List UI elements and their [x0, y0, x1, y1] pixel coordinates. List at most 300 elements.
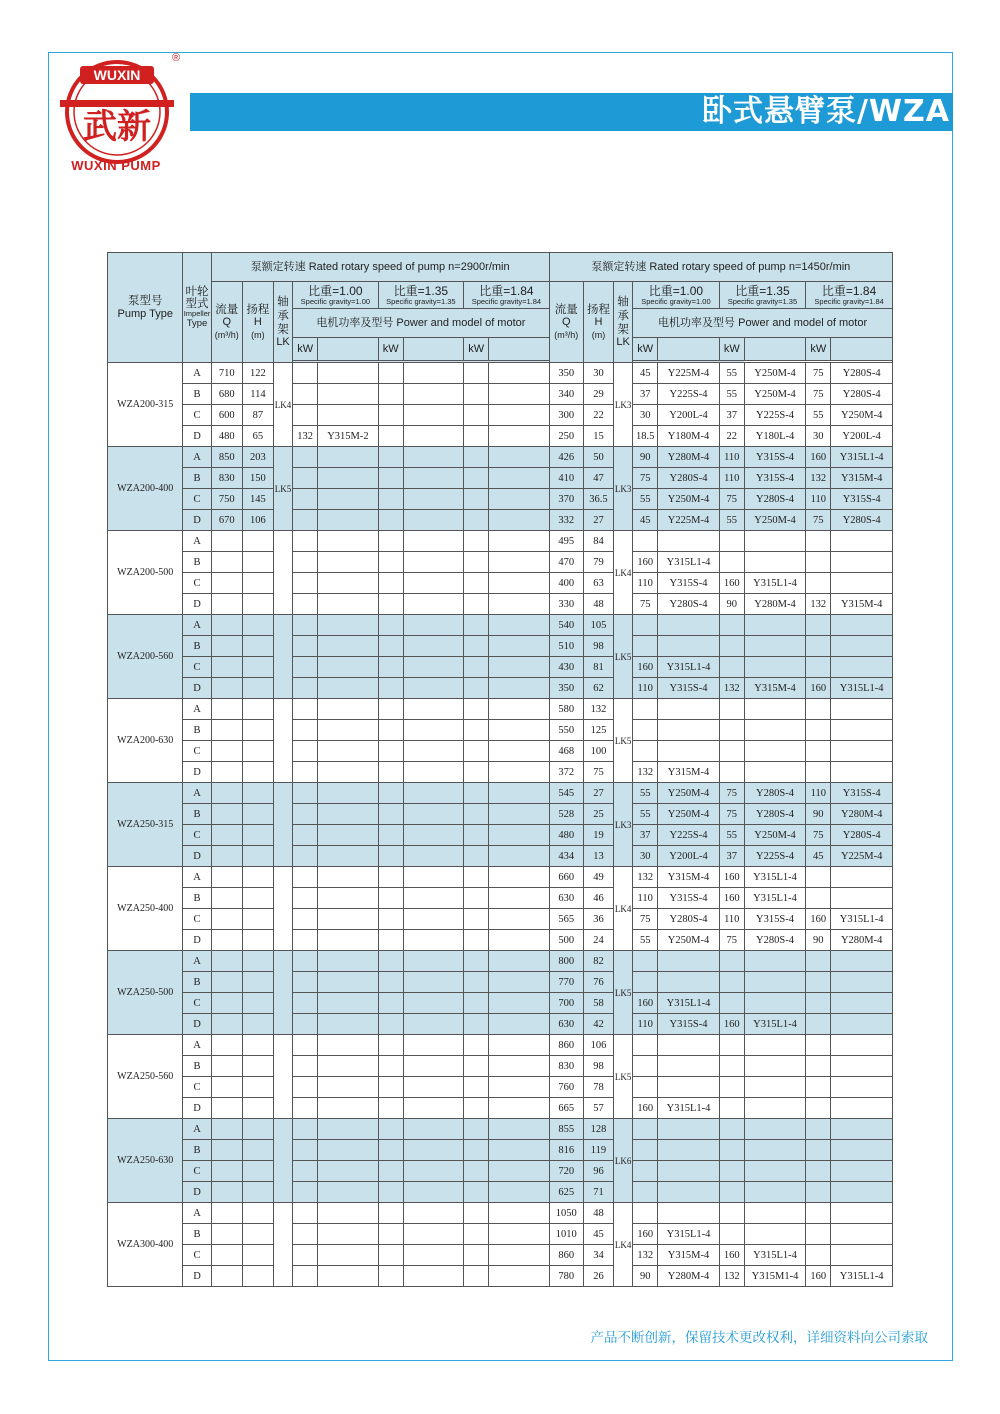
data-cell — [806, 1056, 831, 1077]
data-cell — [378, 1119, 403, 1140]
data-cell — [831, 1161, 893, 1182]
data-cell — [489, 489, 549, 510]
impeller-cell: A — [183, 1203, 211, 1224]
data-cell — [719, 1140, 744, 1161]
data-cell: 76 — [583, 972, 613, 993]
data-cell: Y280S-4 — [658, 468, 719, 489]
data-cell: 18.5 — [633, 426, 658, 447]
data-cell: 710 — [211, 363, 242, 384]
impeller-cell: C — [183, 489, 211, 510]
table-row — [108, 1224, 893, 1245]
impeller-cell: D — [183, 1014, 211, 1035]
bearing-cell-2900 — [274, 531, 293, 615]
data-cell — [744, 720, 805, 741]
head-header-2900: 扬程 H (m) — [242, 282, 273, 363]
data-cell — [633, 699, 658, 720]
data-cell — [293, 552, 318, 573]
data-cell — [719, 1056, 744, 1077]
data-cell: 75 — [719, 804, 744, 825]
data-cell — [293, 363, 318, 384]
bearing-cell-1450: LK3 — [614, 783, 633, 867]
data-cell: 132 — [719, 678, 744, 699]
data-cell — [464, 426, 489, 447]
data-cell — [489, 447, 549, 468]
data-cell — [293, 804, 318, 825]
data-cell — [293, 1140, 318, 1161]
data-cell: 105 — [583, 615, 613, 636]
data-cell — [318, 720, 378, 741]
data-cell — [464, 384, 489, 405]
data-cell: 850 — [211, 447, 242, 468]
data-cell — [633, 1203, 658, 1224]
data-cell — [744, 1119, 805, 1140]
data-cell — [403, 573, 463, 594]
data-cell — [831, 1056, 893, 1077]
data-cell: Y225S-4 — [744, 405, 805, 426]
data-cell: Y280S-4 — [744, 489, 805, 510]
data-cell — [489, 846, 549, 867]
data-cell — [293, 1035, 318, 1056]
data-cell: Y180M-4 — [658, 426, 719, 447]
data-cell — [806, 951, 831, 972]
table-row — [108, 1161, 893, 1182]
data-cell: Y315S-4 — [744, 909, 805, 930]
data-cell — [211, 951, 242, 972]
data-cell — [489, 1077, 549, 1098]
data-cell — [658, 1140, 719, 1161]
data-cell — [242, 888, 273, 909]
data-cell — [242, 993, 273, 1014]
data-cell — [744, 699, 805, 720]
data-cell — [489, 1014, 549, 1035]
data-cell — [633, 1161, 658, 1182]
data-cell — [378, 1014, 403, 1035]
data-cell — [293, 720, 318, 741]
data-cell — [403, 1245, 463, 1266]
data-cell — [403, 552, 463, 573]
impeller-cell: C — [183, 1245, 211, 1266]
data-cell — [378, 1035, 403, 1056]
data-cell — [464, 468, 489, 489]
bearing-cell-1450: LK6 — [614, 1119, 633, 1203]
impeller-cell: A — [183, 951, 211, 972]
table-row — [108, 951, 893, 972]
data-cell: 528 — [549, 804, 583, 825]
data-cell — [831, 1119, 893, 1140]
head-header-1450: 扬程 H (m) — [583, 282, 613, 363]
data-cell — [464, 720, 489, 741]
data-cell — [489, 1119, 549, 1140]
impeller-cell: D — [183, 594, 211, 615]
data-cell: 132 — [719, 1266, 744, 1287]
data-cell — [242, 699, 273, 720]
data-cell — [211, 1224, 242, 1245]
speed-1450-header: 泵额定转速 Rated rotary speed of pump n=1450r/min — [549, 253, 892, 282]
data-cell — [464, 531, 489, 552]
data-cell: 430 — [549, 657, 583, 678]
data-cell: 110 — [633, 888, 658, 909]
data-cell: 55 — [719, 384, 744, 405]
table-row — [108, 783, 893, 804]
data-cell — [489, 1140, 549, 1161]
data-cell: Y280S-4 — [744, 804, 805, 825]
table-row — [108, 1056, 893, 1077]
data-cell: 370 — [549, 489, 583, 510]
data-cell — [464, 1035, 489, 1056]
bearing-cell-2900 — [274, 951, 293, 1035]
data-cell: 760 — [549, 1077, 583, 1098]
data-cell: 160 — [719, 1245, 744, 1266]
data-cell — [658, 1182, 719, 1203]
data-cell — [464, 1119, 489, 1140]
data-cell — [293, 384, 318, 405]
data-cell — [293, 1245, 318, 1266]
table-row — [108, 552, 893, 573]
data-cell — [403, 447, 463, 468]
data-cell: 426 — [549, 447, 583, 468]
data-cell — [293, 657, 318, 678]
data-cell — [489, 1224, 549, 1245]
data-cell: Y315S-4 — [831, 489, 893, 510]
data-cell — [831, 720, 893, 741]
data-cell: 160 — [633, 1098, 658, 1119]
table-row — [108, 804, 893, 825]
data-cell — [211, 531, 242, 552]
data-cell — [464, 888, 489, 909]
data-cell: 330 — [549, 594, 583, 615]
data-cell: 122 — [242, 363, 273, 384]
data-cell: 110 — [806, 783, 831, 804]
data-cell — [318, 384, 378, 405]
bearing-cell-1450: LK5 — [614, 699, 633, 783]
data-cell — [658, 1056, 719, 1077]
data-cell — [464, 594, 489, 615]
data-cell — [403, 1056, 463, 1077]
data-cell — [211, 783, 242, 804]
table-row — [108, 867, 893, 888]
data-cell — [719, 993, 744, 1014]
data-cell — [489, 783, 549, 804]
data-cell — [378, 1266, 403, 1287]
data-cell — [489, 1203, 549, 1224]
impeller-cell: A — [183, 363, 211, 384]
data-cell — [806, 741, 831, 762]
data-cell — [489, 636, 549, 657]
pump-model-cell: WZA300-400 — [108, 1203, 183, 1287]
data-cell: 30 — [633, 846, 658, 867]
data-cell: 160 — [719, 867, 744, 888]
table-row — [108, 1014, 893, 1035]
data-cell: Y315S-4 — [831, 783, 893, 804]
data-cell — [464, 678, 489, 699]
data-cell — [378, 930, 403, 951]
data-cell: Y280S-4 — [658, 594, 719, 615]
data-cell — [403, 867, 463, 888]
impeller-cell: C — [183, 573, 211, 594]
data-cell — [633, 636, 658, 657]
data-cell: 434 — [549, 846, 583, 867]
data-cell — [658, 531, 719, 552]
data-cell: 96 — [583, 1161, 613, 1182]
data-cell: Y250M-4 — [831, 405, 893, 426]
data-cell: 55 — [633, 489, 658, 510]
data-cell — [242, 1224, 273, 1245]
data-cell — [633, 1140, 658, 1161]
data-cell — [318, 657, 378, 678]
data-cell — [489, 678, 549, 699]
data-cell: 665 — [549, 1098, 583, 1119]
data-cell — [403, 1119, 463, 1140]
data-cell: 372 — [549, 762, 583, 783]
pump-model-cell: WZA250-315 — [108, 783, 183, 867]
data-cell: Y315L1-4 — [744, 888, 805, 909]
data-cell — [318, 678, 378, 699]
data-cell: Y315L1-4 — [658, 1098, 719, 1119]
data-cell — [293, 489, 318, 510]
data-cell — [293, 510, 318, 531]
data-cell — [464, 1014, 489, 1035]
data-cell: 132 — [806, 594, 831, 615]
data-cell: Y200L-4 — [658, 405, 719, 426]
data-cell — [464, 1266, 489, 1287]
data-cell: Y315L1-4 — [831, 1266, 893, 1287]
data-cell — [403, 1035, 463, 1056]
data-cell — [464, 1224, 489, 1245]
logo-brand-text: WUXIN PUMP — [71, 158, 161, 173]
data-cell — [318, 573, 378, 594]
data-cell: 90 — [719, 594, 744, 615]
data-cell: 700 — [549, 993, 583, 1014]
data-cell: 500 — [549, 930, 583, 951]
data-cell: Y200L-4 — [831, 426, 893, 447]
data-cell — [242, 1182, 273, 1203]
data-cell: Y315S-4 — [658, 573, 719, 594]
data-cell — [403, 1224, 463, 1245]
data-cell: Y315M-4 — [658, 1245, 719, 1266]
data-cell: 332 — [549, 510, 583, 531]
data-cell — [744, 1035, 805, 1056]
data-cell: 495 — [549, 531, 583, 552]
data-cell — [318, 1224, 378, 1245]
data-cell: 75 — [806, 384, 831, 405]
data-cell — [378, 426, 403, 447]
data-cell — [806, 615, 831, 636]
data-cell — [293, 888, 318, 909]
data-cell: Y280M-4 — [831, 804, 893, 825]
data-cell: 37 — [633, 825, 658, 846]
data-cell — [489, 972, 549, 993]
data-cell — [378, 1098, 403, 1119]
data-cell: 75 — [806, 510, 831, 531]
data-cell — [403, 888, 463, 909]
data-cell — [318, 825, 378, 846]
data-cell: 25 — [583, 804, 613, 825]
data-cell — [831, 762, 893, 783]
data-cell — [378, 678, 403, 699]
data-cell — [831, 972, 893, 993]
sg3-header-2900: 比重=1.84 Specific gravity=1.84 — [464, 282, 550, 309]
data-cell: 110 — [719, 468, 744, 489]
bearing-cell-1450: LK3 — [614, 447, 633, 531]
data-cell — [489, 1182, 549, 1203]
data-cell — [293, 951, 318, 972]
data-cell — [831, 552, 893, 573]
data-cell — [242, 1077, 273, 1098]
data-cell: 75 — [719, 930, 744, 951]
data-cell — [242, 594, 273, 615]
data-cell — [464, 993, 489, 1014]
data-cell: 160 — [806, 678, 831, 699]
data-cell — [744, 531, 805, 552]
data-cell — [658, 1035, 719, 1056]
bearing-cell-1450: LK4 — [614, 867, 633, 951]
bearing-cell-1450: LK4 — [614, 531, 633, 615]
data-cell — [378, 972, 403, 993]
table-row — [108, 1077, 893, 1098]
data-cell — [211, 1140, 242, 1161]
data-cell: 58 — [583, 993, 613, 1014]
data-cell — [719, 762, 744, 783]
data-cell — [831, 1035, 893, 1056]
data-cell: Y315M-2 — [318, 426, 378, 447]
data-cell: 100 — [583, 741, 613, 762]
table-row — [108, 972, 893, 993]
data-cell — [719, 615, 744, 636]
data-cell — [293, 468, 318, 489]
data-cell: 75 — [633, 909, 658, 930]
data-cell: 830 — [211, 468, 242, 489]
data-cell — [211, 1182, 242, 1203]
data-cell — [403, 1161, 463, 1182]
pump-model-cell: WZA200-500 — [108, 531, 183, 615]
table-row — [108, 510, 893, 531]
data-cell — [378, 951, 403, 972]
data-cell — [318, 930, 378, 951]
table-row — [108, 678, 893, 699]
data-cell — [403, 804, 463, 825]
impeller-cell: D — [183, 930, 211, 951]
data-cell: Y225S-4 — [744, 846, 805, 867]
data-cell: Y315M-4 — [658, 867, 719, 888]
data-cell: 855 — [549, 1119, 583, 1140]
data-cell — [806, 1035, 831, 1056]
header-row-2 — [108, 282, 893, 309]
data-cell — [806, 1203, 831, 1224]
data-cell — [464, 846, 489, 867]
sg2-header-2900: 比重=1.35 Specific gravity=1.35 — [378, 282, 464, 309]
data-cell — [318, 1245, 378, 1266]
data-cell — [489, 552, 549, 573]
data-cell — [293, 1098, 318, 1119]
data-cell: 55 — [633, 783, 658, 804]
data-cell — [293, 594, 318, 615]
data-cell: Y225M-4 — [658, 510, 719, 531]
table-row — [108, 1245, 893, 1266]
data-cell — [378, 804, 403, 825]
data-cell — [633, 1182, 658, 1203]
data-cell: Y250M-4 — [658, 804, 719, 825]
data-cell: 545 — [549, 783, 583, 804]
data-cell — [293, 1119, 318, 1140]
data-cell — [293, 1266, 318, 1287]
table-row — [108, 1119, 893, 1140]
data-cell — [318, 363, 378, 384]
data-cell: 63 — [583, 573, 613, 594]
data-cell: 37 — [633, 384, 658, 405]
table-row — [108, 363, 893, 384]
data-cell: Y315S-4 — [744, 468, 805, 489]
data-cell — [806, 1014, 831, 1035]
data-cell — [403, 426, 463, 447]
data-cell — [378, 447, 403, 468]
impeller-cell: D — [183, 426, 211, 447]
data-cell — [464, 657, 489, 678]
data-cell — [293, 636, 318, 657]
data-cell — [719, 531, 744, 552]
data-cell — [318, 1014, 378, 1035]
data-cell — [658, 1161, 719, 1182]
data-cell: Y250M-4 — [744, 510, 805, 531]
data-cell — [403, 1077, 463, 1098]
data-cell — [318, 1182, 378, 1203]
data-cell — [242, 825, 273, 846]
table-row — [108, 720, 893, 741]
data-cell — [378, 573, 403, 594]
data-cell — [831, 531, 893, 552]
spec-table-wrap — [107, 252, 893, 1287]
data-cell: 680 — [211, 384, 242, 405]
impeller-cell: C — [183, 405, 211, 426]
data-cell — [242, 1119, 273, 1140]
data-cell: 1050 — [549, 1203, 583, 1224]
data-cell: 106 — [583, 1035, 613, 1056]
table-row — [108, 405, 893, 426]
data-cell — [242, 573, 273, 594]
impeller-cell: B — [183, 552, 211, 573]
data-cell — [744, 1077, 805, 1098]
data-cell — [658, 720, 719, 741]
data-cell — [242, 720, 273, 741]
data-cell: 660 — [549, 867, 583, 888]
table-row — [108, 1266, 893, 1287]
data-cell — [403, 993, 463, 1014]
data-cell — [831, 951, 893, 972]
impeller-cell: D — [183, 1098, 211, 1119]
data-cell — [242, 1056, 273, 1077]
footer-note: 产品不断创新，保留技术更改权利，详细资料向公司索取 — [590, 1330, 928, 1346]
data-cell: 565 — [549, 909, 583, 930]
sg1-header-2900: 比重=1.00 Specific gravity=1.00 — [293, 282, 379, 309]
data-cell: 98 — [583, 1056, 613, 1077]
data-cell — [403, 1098, 463, 1119]
bearing-cell-1450: LK4 — [614, 1203, 633, 1287]
data-cell — [403, 825, 463, 846]
data-cell — [293, 783, 318, 804]
data-cell — [489, 741, 549, 762]
data-cell: 720 — [549, 1161, 583, 1182]
impeller-cell: D — [183, 1182, 211, 1203]
logo-top-text: WUXIN — [93, 67, 141, 83]
data-cell: Y315L1-4 — [658, 657, 719, 678]
data-cell — [806, 636, 831, 657]
data-cell — [378, 1245, 403, 1266]
data-cell — [719, 636, 744, 657]
data-cell — [719, 972, 744, 993]
data-cell — [489, 720, 549, 741]
data-cell — [489, 384, 549, 405]
bearing-cell-2900 — [274, 699, 293, 783]
data-cell: 87 — [242, 405, 273, 426]
